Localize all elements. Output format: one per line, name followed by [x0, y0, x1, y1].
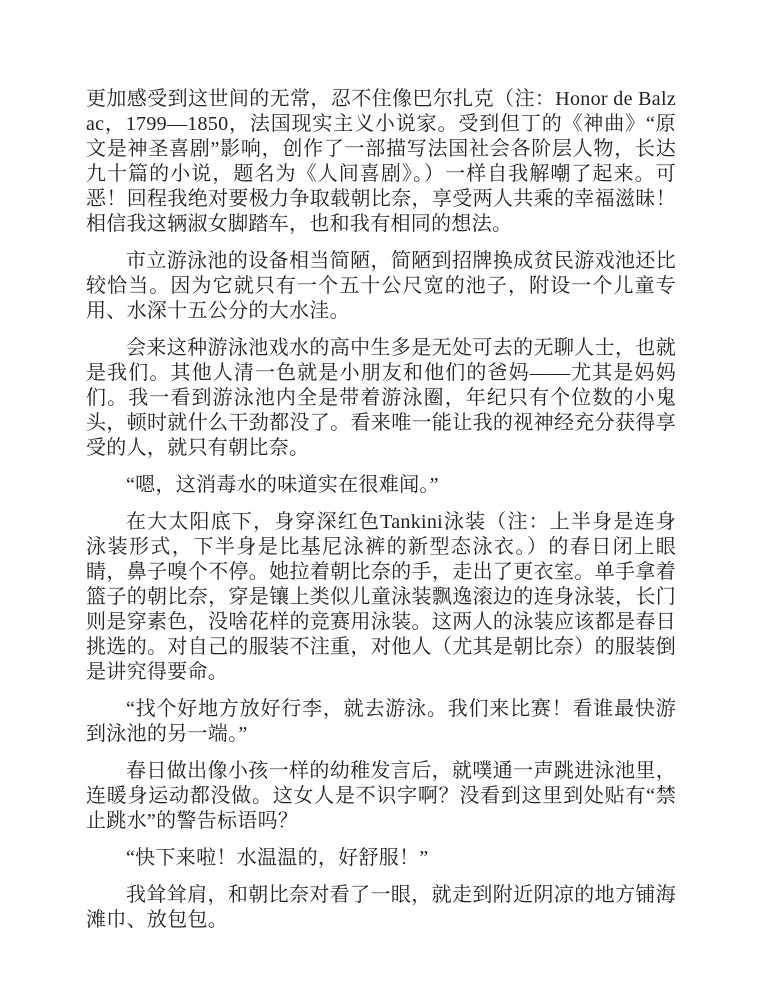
paragraph: 更加感受到这世间的无常，忍不住像巴尔扎克（注：Honor de Balzac，1799—1850，法国现实主义小说家。受到但丁的《神曲》“原文是神圣喜剧”影响，创作了一部描写法国社会各阶层人物，长达九十篇的小说，题名为《人间喜剧》。）一样自我解嘲了起来。可恶！回程我绝对要极力争取载朝比奈，享受两人共乘的幸福滋昧！相信我这辆淑女脚踏车，也和我有相同的想法。: [86, 88, 676, 235]
paragraph: 会来这种游泳池戏水的高中生多是无处可去的无聊人士，也就是我们。其他人清一色就是小朋友和他们的爸妈——尤其是妈妈们。我一看到游泳池内全是带着游泳圈，年纪只有个位数的小鬼头，顿时就什么干劲都没了。看来唯一能让我的视神经充分获得享受的人，就只有朝比奈。: [86, 337, 676, 459]
paragraph: “找个好地方放好行李，就去游泳。我们来比赛！看谁最快游到泳池的另一端。”: [86, 698, 676, 745]
paragraph: “快下来啦！水温温的，好舒服！”: [126, 847, 429, 869]
paragraph: “嗯，这消毒水的味道实在很难闻。”: [126, 474, 439, 496]
paragraph: 市立游泳池的设备相当简陋，简陋到招牌换成贫民游戏池还比较恰当。因为它就只有一个五十公尺宽的池子，附设一个儿童专用、水深十五公分的大水洼。: [86, 250, 676, 322]
page-text: [86, 87, 676, 933]
paragraph: 在大太阳底下，身穿深红色Tankini泳装（注：上半身是连身泳装形式，下半身是比基尼泳裤的新型态泳衣。）的春日闭上眼睛，鼻子嗅个不停。她拉着朝比奈的手，走出了更衣室。单手拿着篮子的朝比奈，穿是镶上类似儿童泳装飘逸滚边的连身泳装，长门则是穿素色，没啥花样的竞赛用泳装。这两人的泳装应该都是春日挑选的。对自己的服装不注重，对他人（尤其是朝比奈）的服装倒是讲究得要命。: [86, 511, 676, 683]
paragraph: 春日做出像小孩一样的幼稚发言后，就噗通一声跳进泳池里，连暖身运动都没做。这女人是不识字啊？没看到这里到处贴有“禁止跳水”的警告标语吗？: [86, 760, 676, 832]
paragraph: 我耸耸肩，和朝比奈对看了一眼，就走到附近阴凉的地方铺海滩巾、放包包。: [86, 884, 676, 931]
